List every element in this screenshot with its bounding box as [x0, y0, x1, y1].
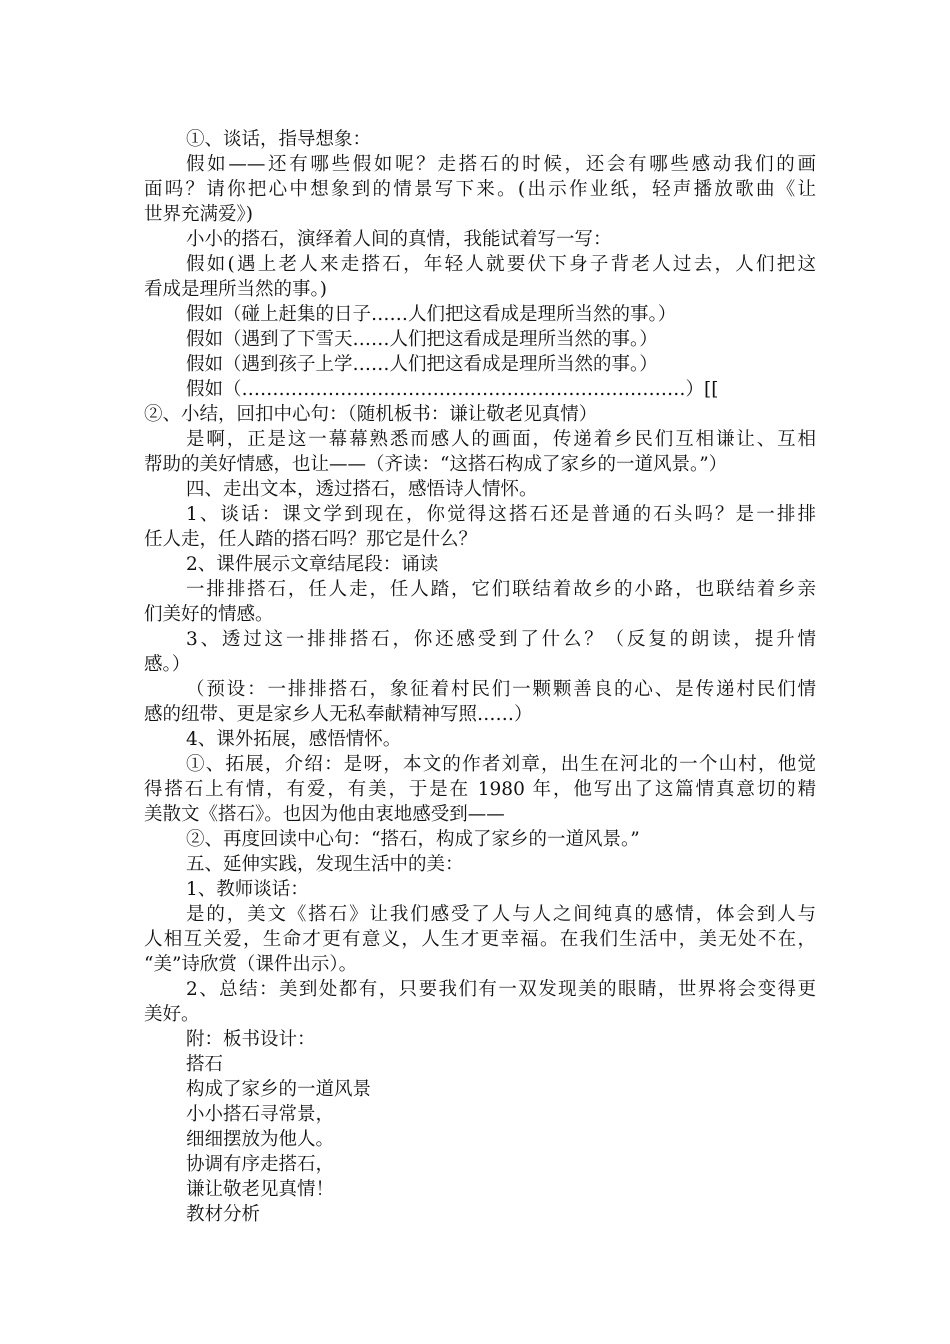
- paragraph-line: 3、透过这一排排搭石，你还感受到了什么？（反复的朗读，提升情: [186, 629, 816, 650]
- section-heading: 教材分析: [186, 1204, 261, 1225]
- paragraph-line: 2、课件展示文章结尾段：诵读: [186, 554, 439, 575]
- paragraph-line: 美好。: [144, 1004, 200, 1025]
- section-heading: 四、走出文本，透过搭石，感悟诗人情怀。: [186, 479, 538, 500]
- board-design-heading: 附：板书设计：: [186, 1029, 316, 1050]
- paragraph-line: 是的，美文《搭石》让我们感受了人与人之间纯真的感情，体会到人与: [186, 904, 816, 925]
- paragraph-line: 美散文《搭石》。也因为他由衷地感受到——: [144, 804, 505, 825]
- paragraph-line: 人相互关爱，生命才更有意义，人生才更幸福。在我们生活中，美无处不在，: [144, 929, 816, 950]
- section-heading: 五、延伸实践，发现生活中的美：: [186, 854, 464, 875]
- paragraph-line: 任人走，任人踏的搭石吗？那它是什么？: [144, 529, 478, 550]
- paragraph-line: 小小的搭石，演绎着人间的真情，我能试着写一写：: [186, 229, 612, 250]
- paragraph-line: 假如——还有哪些假如呢？走搭石的时候，还会有哪些感动我们的画: [186, 154, 816, 175]
- board-design-line: 协调有序走搭石，: [186, 1154, 335, 1175]
- board-design-line: 谦让敬老见真情！: [186, 1179, 335, 1200]
- paragraph-line: 1、谈话：课文学到现在，你觉得这搭石还是普通的石头吗？是一排排: [186, 504, 816, 525]
- paragraph-line: 假如（遇到了下雪天……人们把这看成是理所当然的事。）: [186, 329, 658, 350]
- paragraph-line: 2、总结：美到处都有，只要我们有一双发现美的眼睛，世界将会变得更: [186, 979, 816, 1000]
- paragraph-line: “美”诗欣赏（课件出示）。: [144, 954, 358, 975]
- paragraph-line: ①、谈话，指导想象：: [186, 129, 372, 150]
- board-design-line: 搭石: [186, 1054, 224, 1075]
- paragraph-line: 4、课外拓展，感悟情怀。: [186, 729, 402, 750]
- paragraph-line: （预设：一排排搭石，象征着村民们一颗颗善良的心、是传递村民们情: [186, 679, 816, 700]
- paragraph-line: 得搭石上有情，有爱，有美，于是在 1980 年，他写出了这篇情真意切的精: [144, 779, 816, 800]
- paragraph-line: 们美好的情感。: [144, 604, 274, 625]
- paragraph-line: ①、拓展，介绍：是呀，本文的作者刘章，出生在河北的一个山村，他觉: [186, 754, 816, 775]
- paragraph-line: 1、教师谈话：: [186, 879, 309, 900]
- board-design-line: 细细摆放为他人。: [186, 1129, 335, 1150]
- paragraph-line: 看成是理所当然的事。): [144, 279, 327, 300]
- paragraph-line: 假如(遇上老人来走搭石，年轻人就要伏下身子背老人过去，人们把这: [186, 254, 816, 275]
- paragraph-line: 假如（碰上赶集的日子……人们把这看成是理所当然的事。）: [186, 304, 677, 325]
- paragraph-line: ②、小结，回扣中心句：（随机板书：谦让敬老见真情）: [144, 404, 598, 425]
- paragraph-line: ②、再度回读中心句：“搭石，构成了家乡的一道风景。”: [186, 829, 640, 850]
- board-design-line: 构成了家乡的一道风景: [186, 1079, 372, 1100]
- board-design-line: 小小搭石寻常景，: [186, 1104, 335, 1125]
- paragraph-line: 一排排搭石，任人走，任人踏，它们联结着故乡的小路，也联结着乡亲: [186, 579, 816, 600]
- paragraph-line: 感的纽带、更是家乡人无私奉献精神写照……）: [144, 704, 533, 725]
- paragraph-line: 是啊，正是这一幕幕熟悉而感人的画面，传递着乡民们互相谦让、互相: [186, 429, 816, 450]
- paragraph-line: 面吗？请你把心中想象到的情景写下来。(出示作业纸，轻声播放歌曲《让: [144, 179, 816, 200]
- paragraph-line: 世界充满爱》): [144, 204, 253, 225]
- paragraph-line: 假如（遇到孩子上学……人们把这看成是理所当然的事。）: [186, 354, 658, 375]
- paragraph-line: 假如（………………………………………………………………）[[: [186, 379, 719, 400]
- paragraph-line: 帮助的美好情感，也让——（齐读：“这搭石构成了家乡的一道风景。”）: [144, 454, 728, 475]
- paragraph-line: 感。）: [144, 654, 191, 675]
